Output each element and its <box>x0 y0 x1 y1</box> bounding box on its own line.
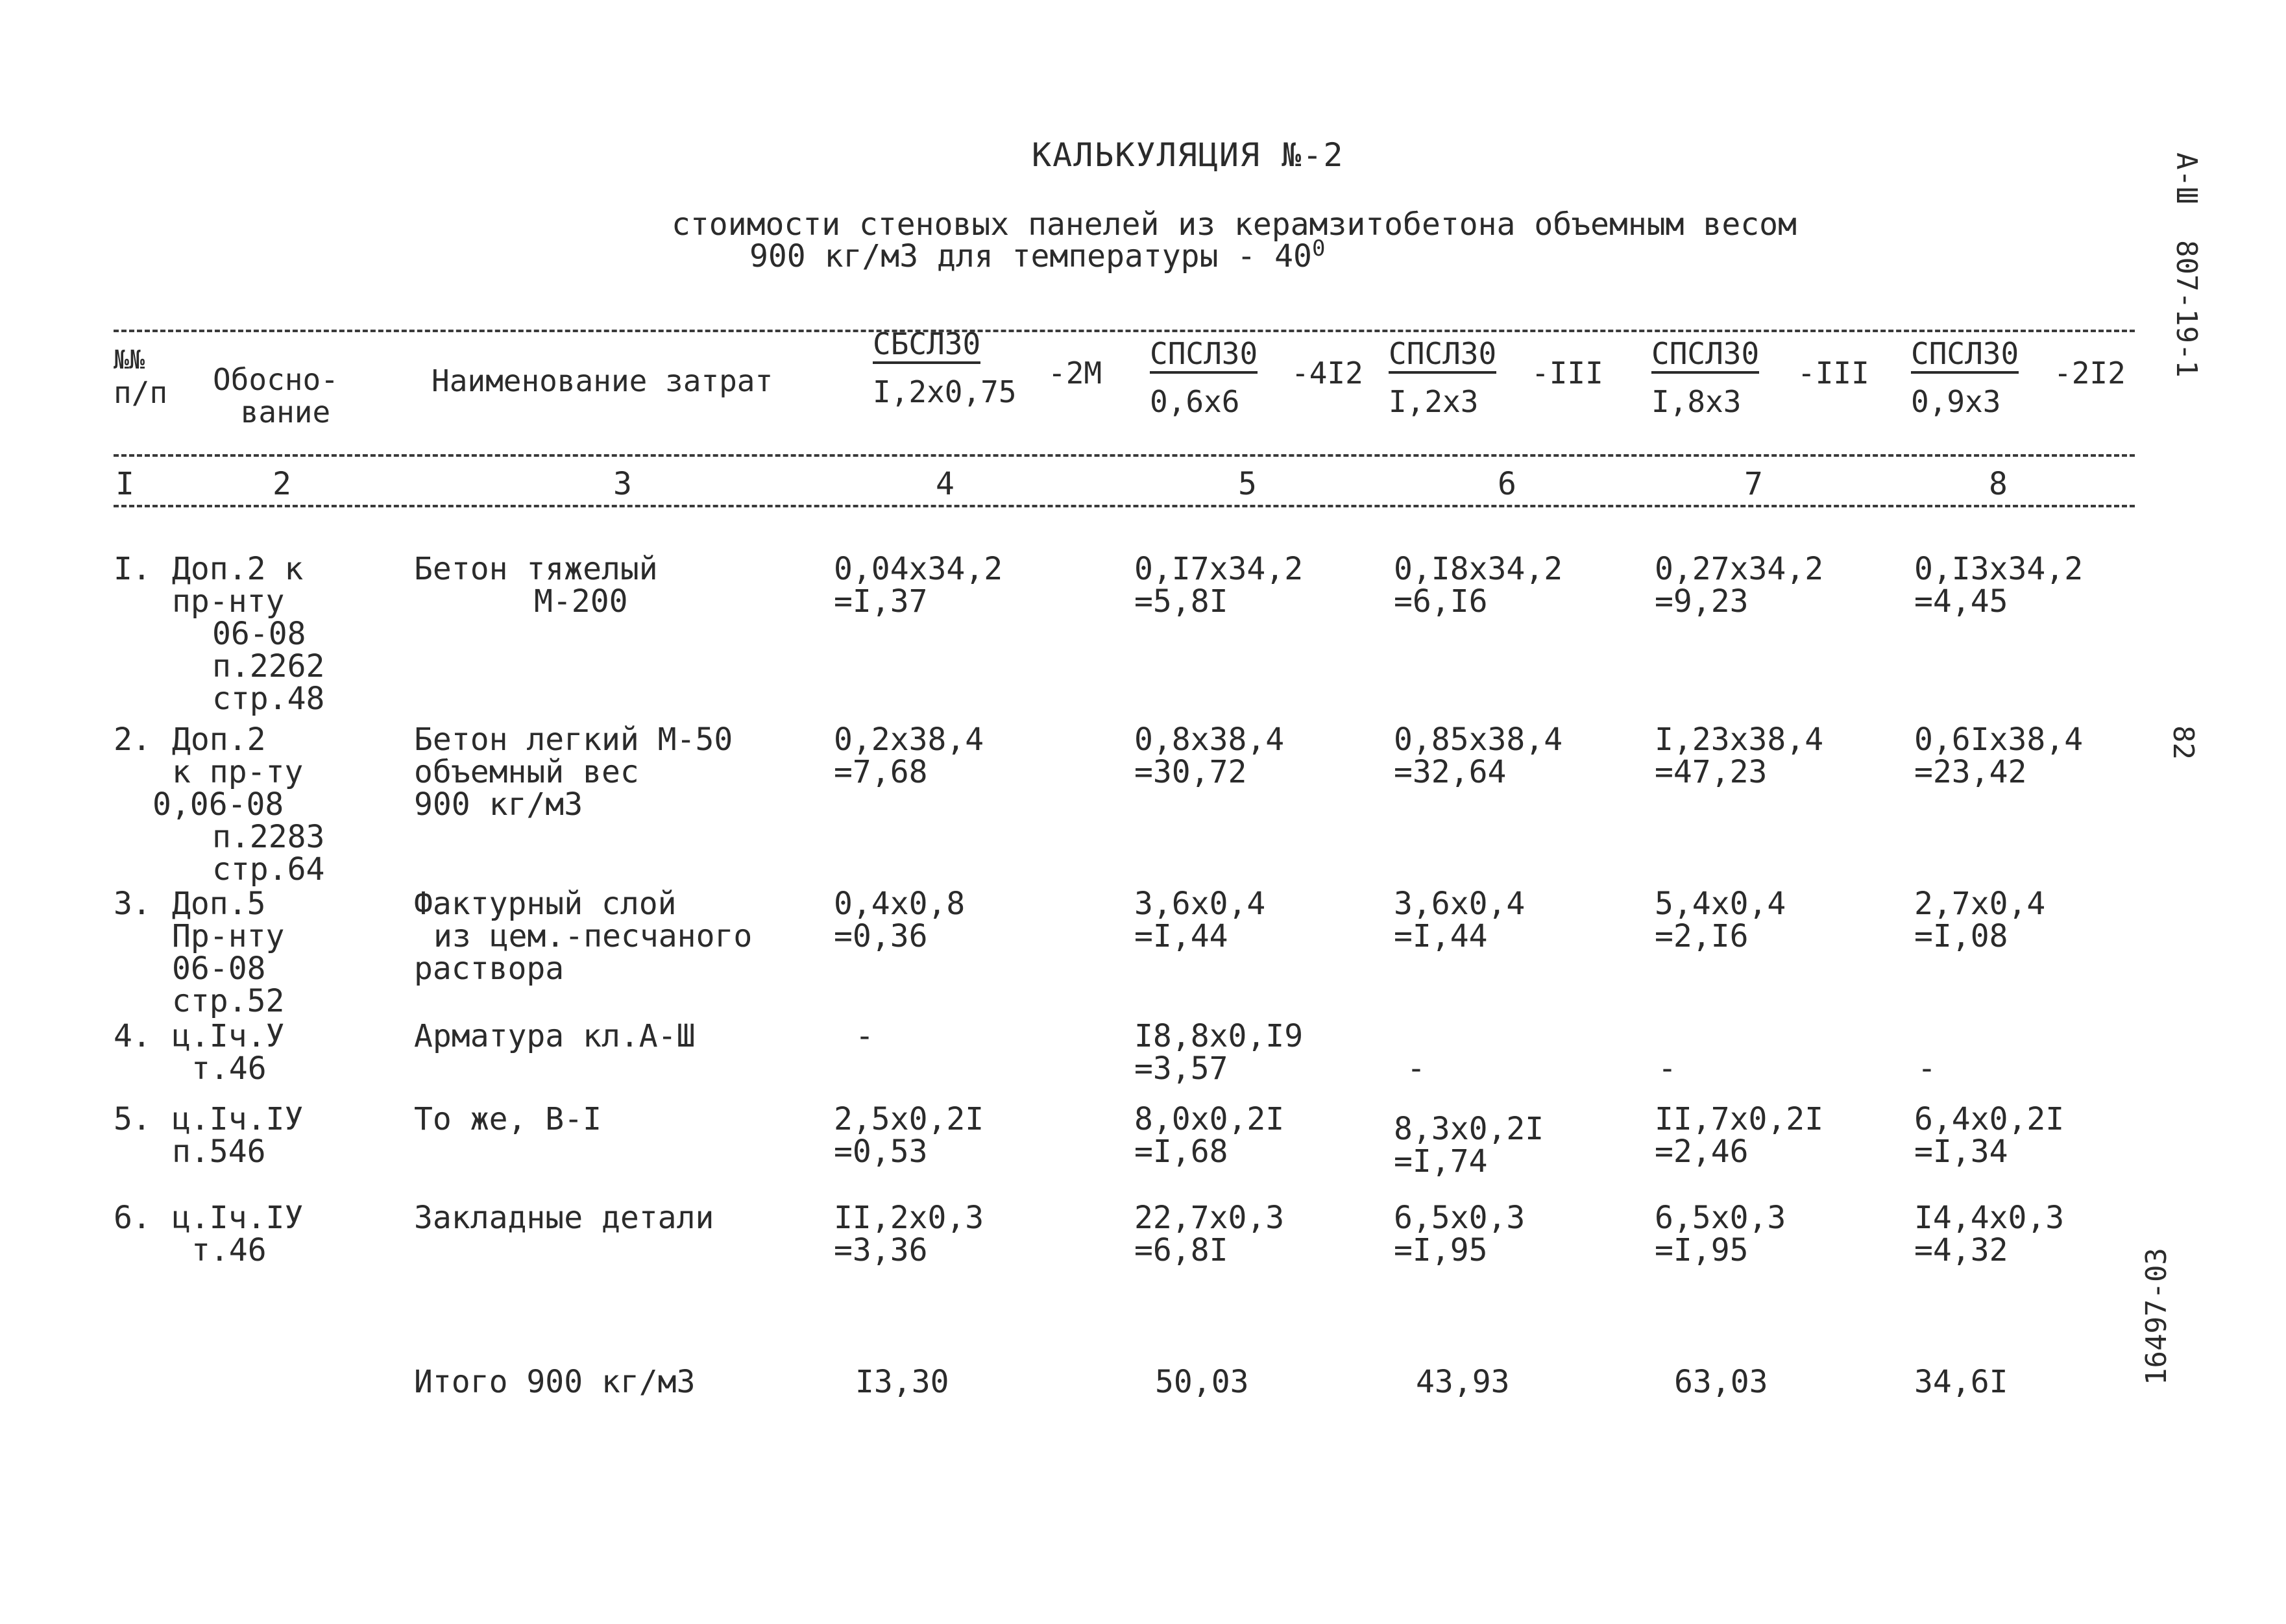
row-6-val-4 <box>1655 1202 1786 1266</box>
document-title: КАЛЬКУЛЯЦИЯ №-2 <box>1032 136 1344 174</box>
row-3-val-4 <box>1655 888 1786 952</box>
row-4-val-1 <box>855 1020 874 1052</box>
product-4-size: I,8x3 <box>1651 384 1742 419</box>
header-num-line2: п/п <box>114 375 168 410</box>
row-5-num: 5. <box>114 1101 151 1137</box>
total-label: Итого 900 кг/м3 <box>414 1364 696 1400</box>
product-1-size: I,2x0,75 <box>873 374 1017 409</box>
calc: I4,4x0,3 <box>1914 1200 2065 1236</box>
result: =0,36 <box>834 918 928 954</box>
row-5-val-1 <box>834 1103 984 1168</box>
row-2-val-3 <box>1394 723 1563 788</box>
header-basis <box>213 363 339 428</box>
row-5-name-line: То же, В-I <box>414 1101 602 1137</box>
result: =3,36 <box>834 1232 928 1268</box>
row-6-val-3 <box>1394 1202 1525 1266</box>
row-3-name-line: из цем.-песчаного <box>433 918 753 954</box>
result: =I,08 <box>1914 918 2008 954</box>
header-basis-line2: вание <box>240 394 331 430</box>
row-4-name <box>414 1020 695 1052</box>
row-2-name-line: объемный вес <box>414 754 639 790</box>
row-3-basis-line: 06-08 <box>172 951 266 987</box>
header-mid-rule <box>114 454 2135 457</box>
row-1-basis <box>172 553 324 715</box>
row-2-basis-line: Доп.2 <box>172 721 266 758</box>
total-value-1: I3,30 <box>855 1364 949 1400</box>
row-3-val-3 <box>1394 888 1525 952</box>
row-2-basis-line: 0,06-08 <box>152 786 284 823</box>
product-2-suffix: -4I2 <box>1291 356 1363 391</box>
result: =6,8I <box>1134 1232 1228 1268</box>
row-5-basis <box>172 1103 303 1168</box>
calc: 0,6Ix38,4 <box>1914 721 2084 758</box>
calc: 0,85x38,4 <box>1394 721 1563 758</box>
calc: 2,7x0,4 <box>1914 886 2046 922</box>
result: =4,45 <box>1914 583 2008 620</box>
row-2-basis <box>152 721 325 888</box>
row-1-val-4 <box>1655 553 1823 618</box>
result: =9,23 <box>1655 583 1749 620</box>
calc: 0,4x0,8 <box>834 886 966 922</box>
row-4-basis <box>172 1020 284 1085</box>
header-num <box>114 344 167 409</box>
row-4-val-2 <box>1134 1020 1303 1085</box>
row-5-val-5 <box>1914 1103 2064 1168</box>
calc: 2,5x0,2I <box>834 1101 984 1137</box>
product-header-4 <box>1651 337 1759 418</box>
row-2-val-2 <box>1134 723 1284 788</box>
calc: 0,27x34,2 <box>1655 551 1824 587</box>
row-3-name-line: раствора <box>414 951 565 987</box>
row-3-basis-line: Доп.5 <box>172 886 266 922</box>
row-1-basis-line: п.2262 <box>212 648 325 685</box>
calc: 5,4x0,4 <box>1655 886 1786 922</box>
row-1-val-1 <box>834 553 1003 618</box>
row-4-num: 4. <box>114 1018 151 1054</box>
row-4-name-line: Арматура кл.А-Ш <box>414 1018 696 1054</box>
row-6-basis-line: ц.Iч.IУ <box>172 1200 304 1236</box>
row-5-name <box>414 1103 602 1135</box>
row-2-val-4 <box>1655 723 1823 788</box>
row-4-basis-line: т.46 <box>191 1050 267 1087</box>
product-2-mark: СПСЛ30 <box>1150 337 1258 374</box>
product-4-mark: СПСЛ30 <box>1651 337 1759 374</box>
colnum-6: 6 <box>1498 466 1516 502</box>
result: =2,46 <box>1655 1133 1749 1170</box>
colnum-7: 7 <box>1744 466 1763 502</box>
product-header-3 <box>1389 337 1496 418</box>
calc: 8,0x0,2I <box>1134 1101 1285 1137</box>
total-value-4: 63,03 <box>1674 1364 1768 1400</box>
row-5-basis-line: ц.Iч.IУ <box>172 1101 304 1137</box>
side-code: А-Ш <box>2170 152 2203 204</box>
result: =32,64 <box>1394 754 1507 790</box>
total-value-3: 43,93 <box>1416 1364 1510 1400</box>
row-3-basis <box>172 888 284 1017</box>
product-header-1 <box>873 328 1017 408</box>
row-2-basis-line: стр.64 <box>212 851 325 888</box>
result: =30,72 <box>1134 754 1247 790</box>
row-4-val-4 <box>1658 1052 1677 1085</box>
product-4-suffix: -III <box>1797 356 1869 391</box>
header-basis-line1: Обосно- <box>213 362 339 397</box>
result: =2,I6 <box>1655 918 1749 954</box>
row-6-val-2 <box>1134 1202 1284 1266</box>
row-4-val-5 <box>1917 1052 1936 1085</box>
row-1-val-5 <box>1914 553 2083 618</box>
row-6-name <box>414 1202 714 1234</box>
result: =23,42 <box>1914 754 2027 790</box>
product-3-suffix: -III <box>1531 356 1603 391</box>
row-1-name <box>414 553 658 618</box>
calc: 0,I3x34,2 <box>1914 551 2084 587</box>
row-5-val-2 <box>1134 1103 1284 1168</box>
calc: II,7x0,2I <box>1655 1101 1824 1137</box>
product-5-suffix: -2I2 <box>2054 356 2126 391</box>
row-1-basis-line: стр.48 <box>212 681 325 717</box>
product-5-mark: СПСЛ30 <box>1911 337 2019 374</box>
row-3-val-2 <box>1134 888 1265 952</box>
calc: 0,I8x34,2 <box>1394 551 1563 587</box>
row-3-basis-line: Пр-нту <box>172 918 285 954</box>
row-5-val-4 <box>1655 1103 1823 1168</box>
row-6-basis-line: т.46 <box>191 1232 267 1268</box>
row-1-basis-line: Доп.2 к <box>172 551 304 587</box>
dash: - <box>1917 1050 1936 1087</box>
colnum-5: 5 <box>1238 466 1257 502</box>
result: =I,95 <box>1394 1232 1488 1268</box>
result: =I,44 <box>1134 918 1228 954</box>
row-5-basis-line: п.546 <box>172 1133 266 1170</box>
calc: 0,04x34,2 <box>834 551 1003 587</box>
calc: 0,8x38,4 <box>1134 721 1285 758</box>
dash: - <box>1658 1050 1677 1087</box>
product-5-size: 0,9x3 <box>1911 384 2001 419</box>
row-2-name-line: Бетон легкий М-50 <box>414 721 733 758</box>
calc: 3,6x0,4 <box>1394 886 1526 922</box>
calc: 3,6x0,4 <box>1134 886 1266 922</box>
header-num-line1: №№ <box>114 345 145 375</box>
product-2-size: 0,6x6 <box>1150 384 1240 419</box>
row-3-val-5 <box>1914 888 2045 952</box>
result: =I,68 <box>1134 1133 1228 1170</box>
dash: - <box>1407 1050 1426 1087</box>
calc: II,2x0,3 <box>834 1200 984 1236</box>
row-1-val-3 <box>1394 553 1563 618</box>
result: =I,44 <box>1394 918 1488 954</box>
result: =I,74 <box>1394 1143 1488 1180</box>
result: =I,95 <box>1655 1232 1749 1268</box>
row-1-basis-line: пр-нту <box>172 583 285 620</box>
page-number: 82 <box>2167 725 2200 760</box>
row-2-name-line: 900 кг/м3 <box>414 786 583 823</box>
row-2-basis-line: п.2283 <box>212 819 325 855</box>
calc: 0,I7x34,2 <box>1134 551 1304 587</box>
subtitle-line-2 <box>749 236 1325 274</box>
header-name: Наименование затрат <box>432 363 773 398</box>
row-3-basis-line: стр.52 <box>172 983 285 1019</box>
product-1-suffix: -2M <box>1048 356 1102 391</box>
result: =6,I6 <box>1394 583 1488 620</box>
row-5-val-3 <box>1394 1113 1544 1178</box>
total-value-5: 34,6I <box>1914 1364 2008 1400</box>
colnum-4: 4 <box>936 466 955 502</box>
colnum-8: 8 <box>1989 466 2008 502</box>
row-1-basis-line: 06-08 <box>212 616 306 652</box>
row-1-name-line: М-200 <box>534 583 628 620</box>
row-6-val-5 <box>1914 1202 2064 1266</box>
subtitle-line-2-text: 900 кг/м3 для температуры - 40 <box>749 238 1312 274</box>
calc: 6,5x0,3 <box>1394 1200 1526 1236</box>
calc: I8,8x0,I9 <box>1134 1018 1304 1054</box>
result: =0,53 <box>834 1133 928 1170</box>
result: =5,8I <box>1134 583 1228 620</box>
product-header-5 <box>1911 337 2019 418</box>
header-bottom-rule <box>114 505 2135 507</box>
row-1-val-2 <box>1134 553 1303 618</box>
colnum-2: 2 <box>273 466 291 502</box>
row-1-name-line: Бетон тяжелый <box>414 551 658 587</box>
row-4-val-3 <box>1407 1052 1426 1085</box>
row-1-num: I. <box>114 551 151 587</box>
colnum-3: 3 <box>613 466 632 502</box>
row-2-name <box>414 723 733 821</box>
product-3-size: I,2x3 <box>1389 384 1479 419</box>
total-value-2: 50,03 <box>1155 1364 1249 1400</box>
dash: - <box>855 1018 874 1054</box>
product-header-2 <box>1150 337 1258 418</box>
side-series: 807-19-1 <box>2170 240 2203 378</box>
row-6-name-line: Закладные детали <box>414 1200 714 1236</box>
row-3-name-line: Фактурный слой <box>414 886 677 922</box>
row-2-val-1 <box>834 723 984 788</box>
row-2-num: 2. <box>114 721 151 758</box>
result: =4,32 <box>1914 1232 2008 1268</box>
calc: 6,5x0,3 <box>1655 1200 1786 1236</box>
calc: 6,4x0,2I <box>1914 1101 2065 1137</box>
product-1-mark: СБСЛ30 <box>873 328 980 364</box>
row-4-basis-line: ц.Iч.У <box>172 1018 285 1054</box>
result: =3,57 <box>1134 1050 1228 1087</box>
subtitle-degree: 0 <box>1311 236 1326 261</box>
row-3-num: 3. <box>114 886 151 922</box>
calc: 22,7x0,3 <box>1134 1200 1285 1236</box>
result: =7,68 <box>834 754 928 790</box>
row-2-basis-line: к пр-ту <box>172 754 304 790</box>
result: =47,23 <box>1655 754 1768 790</box>
result: =I,37 <box>834 583 928 620</box>
row-3-name <box>414 888 752 985</box>
result: =I,34 <box>1914 1133 2008 1170</box>
row-6-val-1 <box>834 1202 984 1266</box>
row-6-basis <box>172 1202 303 1266</box>
calc: 0,2x38,4 <box>834 721 984 758</box>
header-top-rule <box>114 330 2135 332</box>
row-3-val-1 <box>834 888 965 952</box>
row-6-num: 6. <box>114 1200 151 1236</box>
colnum-1: I <box>116 466 134 502</box>
registration-number: 16497-03 <box>2140 1248 2173 1385</box>
subtitle-line-1: стоимости стеновых панелей из керамзитобетона объемным весом <box>672 206 1797 243</box>
product-3-mark: СПСЛ30 <box>1389 337 1496 374</box>
calc: 8,3x0,2I <box>1394 1111 1544 1147</box>
row-2-val-5 <box>1914 723 2083 788</box>
calc: I,23x38,4 <box>1655 721 1824 758</box>
